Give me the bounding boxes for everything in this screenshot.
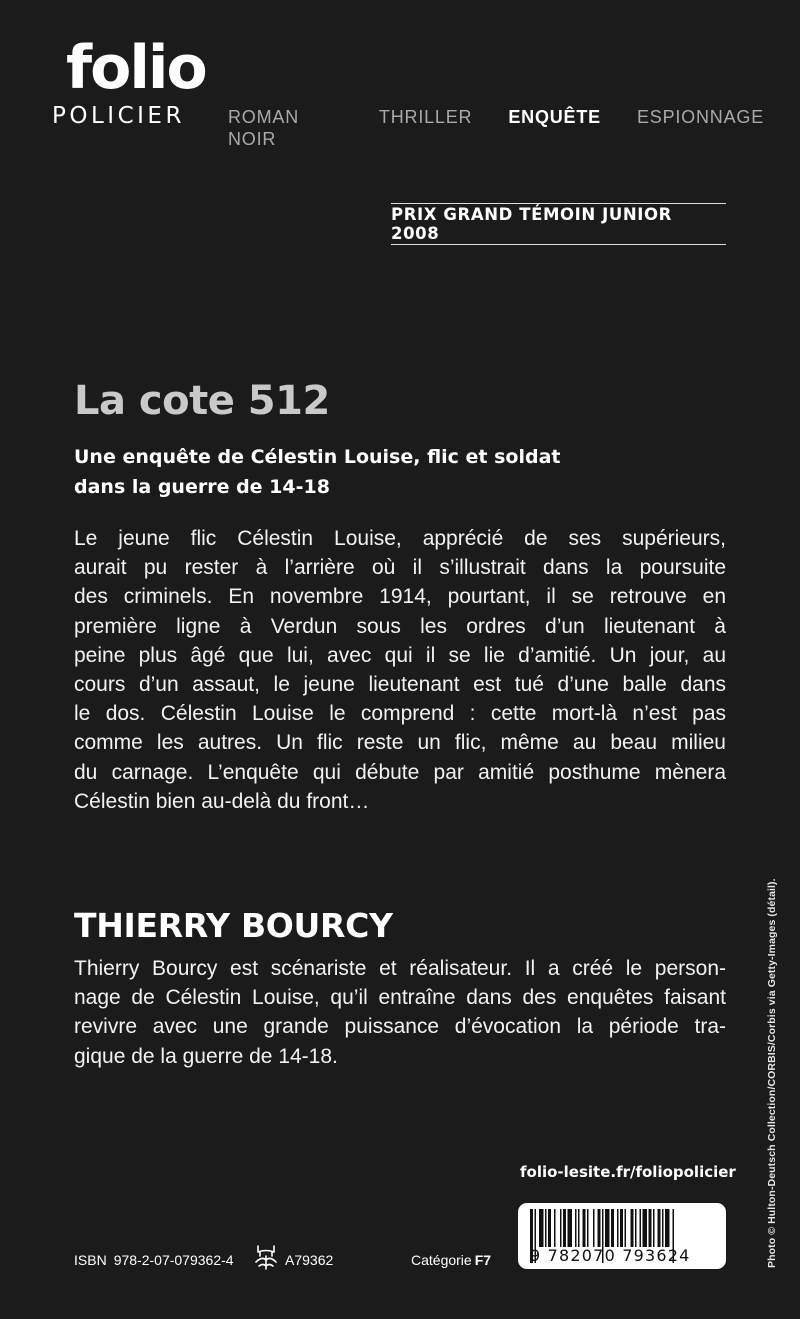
barcode-bar [649,1209,652,1247]
barcode-bar [593,1209,595,1247]
synopsis-line: des criminels. En novembre 1914, pourtant, il se retrouve en [74,585,726,609]
genre-list [228,106,800,150]
barcode-bar [587,1209,589,1247]
photo-credit: Photo © Hulton-Deutsch Collection/CORBIS/Corbis via Getty-Images (détail). [766,878,778,1268]
barcode-bar [583,1209,586,1247]
genre-enquete: ENQUÊTE [508,107,601,127]
barcode-bar [640,1209,642,1247]
barcode-bar [658,1209,661,1247]
barcode-bar [560,1209,562,1247]
barcode-bar [611,1209,614,1247]
genre-espionnage: ESPIONNAGE [636,107,764,127]
book-title: La cote 512 [74,378,330,424]
barcode-bar [662,1209,664,1247]
barcode-bar [605,1209,610,1247]
synopsis-line: du carnage. L’enquête qui débute par amitié posthume mènera [74,760,726,784]
category-label: Catégorie [411,1252,472,1268]
synopsis-line: Célestin bien au-delà du front… [74,789,370,813]
prize-banner [391,203,726,245]
subtitle-line: Une enquête de Célestin Louise, flic et soldat [74,446,561,468]
barcode-bar [620,1209,623,1247]
genre-thriller: THRILLER [378,107,473,127]
policier-logo: POLICIER [52,103,185,129]
author-name: THIERRY BOURCY [74,906,393,945]
barcode-bar [665,1209,670,1247]
barcode-bar [635,1209,637,1247]
folio-logo: folio [66,33,206,103]
barcode-bar [631,1209,634,1247]
barcode-bar [575,1209,577,1247]
barcode-bar [598,1209,601,1247]
barcode-bar [539,1209,544,1247]
barcode-bar [548,1209,551,1247]
book-subtitle [74,442,634,502]
barcode-bar [554,1209,556,1247]
synopsis-line: Le jeune flic Célestin Louise, apprécié de ses supérieurs, [74,527,726,550]
barcode-bar [568,1209,573,1247]
barcode-bar [545,1209,547,1247]
price-category [411,1252,491,1268]
synopsis-line: première ligne à Verdun sous les ordres d’un lieutenant à [74,614,726,638]
synopsis-line: le dos. Célestin Louise le comprend : cette mort-là n’est pas [74,702,726,726]
bio-line: Thierry Bourcy est scénariste et réalisateur. Il a créé le person- [74,957,726,980]
barcode-digits: 9 782070 793624 [530,1246,691,1265]
synopsis-line: peine plus âgé que lui, avec qui il se lie d’amitié. Un jour, au [74,643,726,667]
bio-line: revivre avec une grande puissance d’évocation la période tra- [74,1015,726,1039]
author-bio [74,954,726,1071]
barcode-bar [578,1209,580,1247]
barcode-bar [625,1209,627,1247]
barcode-bar [643,1209,648,1247]
barcode-bar [563,1209,566,1247]
synopsis-line: cours d’un assaut, le jeune lieutenant est tué d’une balle dans [74,673,726,697]
website-link[interactable]: folio-lesite.fr/foliopolicier [520,1163,736,1181]
genre-roman-noir: ROMAN NOIR [228,107,299,149]
synopsis-line: comme les autres. Un flic reste un flic, même au beau milieu [74,731,726,755]
isbn-label: ISBN [74,1252,107,1268]
category-value: F7 [474,1252,492,1268]
isbn [74,1252,234,1268]
gallimard-pelican-icon [253,1243,279,1276]
bio-line: nage de Célestin Louise, qu’il entraîne dans des enquêtes faisant [74,986,726,1010]
synopsis [74,524,726,816]
barcode-bar [653,1209,655,1247]
product-code: A79362 [285,1252,334,1268]
subtitle-line: dans la guerre de 14-18 [74,476,330,498]
barcode-bar [617,1209,619,1247]
synopsis-line: aurait pu rester à l’arrière où il s’illustrait dans la poursuite [74,556,726,580]
isbn-number: 978-2-07-079362-4 [113,1252,234,1268]
prize-text: PRIX GRAND TÉMOIN JUNIOR 2008 [391,205,672,243]
bio-line: gique de la guerre de 14-18. [74,1044,338,1068]
